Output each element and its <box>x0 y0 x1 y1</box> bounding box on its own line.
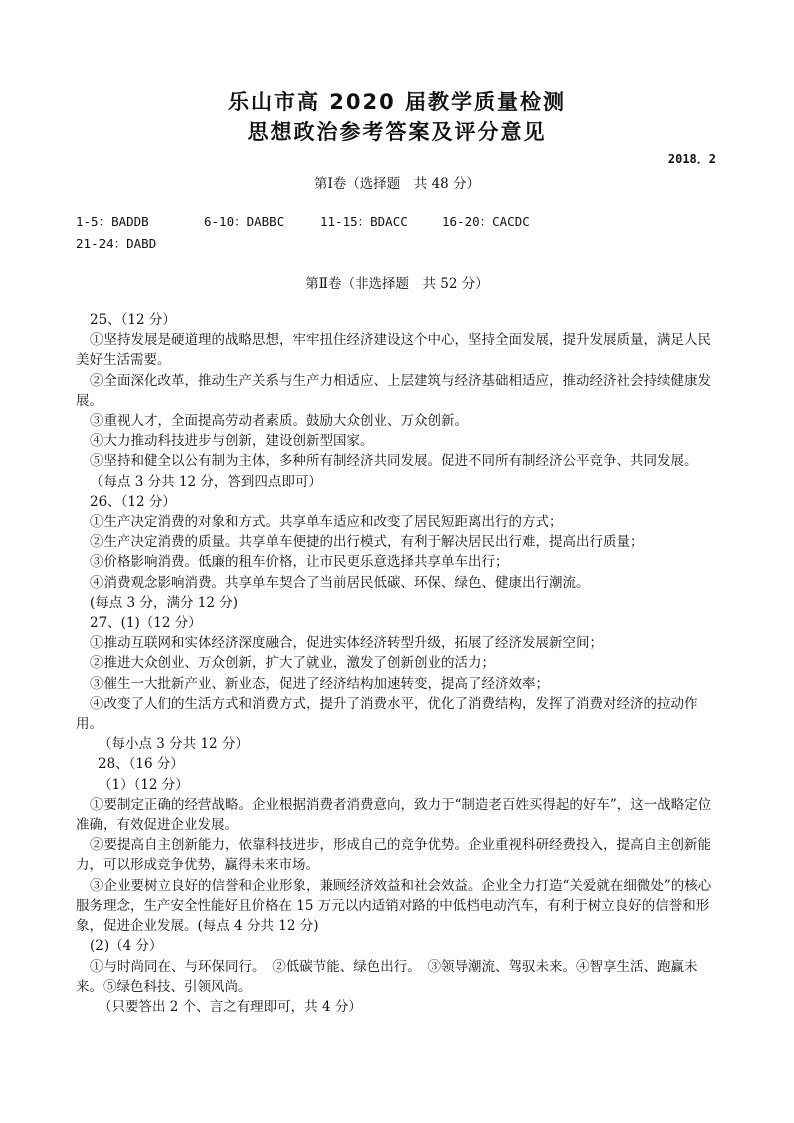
answer-group: 1-5：BADDB <box>76 214 149 229</box>
answer-paragraph: ④大力推动科技进步与创新，建设创新型国家。 <box>90 433 374 450</box>
answer-paragraph: （1）（12 分） <box>98 776 189 793</box>
answer-paragraph: (2)（4 分） <box>90 938 163 955</box>
answer-paragraph: ②要提高自主创新能力，依靠科技进步，形成自己的竞争优势。企业重视科研经费投入，提高自主创新能力，可以形成竞争优势，赢得未来市场。 <box>76 837 711 874</box>
answer-paragraph: 26、（12 分） <box>90 493 176 510</box>
part2-heading: 第Ⅱ卷（非选择题 共 52 分） <box>305 276 489 292</box>
answer-paragraph: ②全面深化改革，推动生产关系与生产力相适应、上层建筑与经济基础相适应，推动经济社会持续健康发展。 <box>76 372 711 409</box>
answer-paragraph: （只要答出 2 个、言之有理即可，共 4 分） <box>98 998 362 1015</box>
answer-paragraph: ②推进大众创业、万众创新，扩大了就业，激发了创新创业的活力； <box>90 655 495 672</box>
title-line-2: 思想政治参考答案及评分意见 <box>247 120 547 144</box>
answer-paragraph: （每点 3 分共 12 分，答到四点即可） <box>90 473 322 490</box>
answer-paragraph: ⑤坚持和健全以公有制为主体，多种所有制经济共同发展。促进不同所有制经济公平竞争、共同发展。 <box>90 453 698 470</box>
answer-paragraph: 28、（16 分） <box>98 756 184 773</box>
answer-group: 6-10：DABBC <box>204 214 285 229</box>
answer-paragraph: 27、(1)（12 分） <box>90 615 202 632</box>
answer-group: 16-20：CACDC <box>442 214 530 229</box>
answer-paragraph: (每点 3 分，满分 12 分) <box>90 594 238 611</box>
answer-paragraph: ①与时尚同在、与环保同行。 ②低碳节能、绿色出行。 ③领导潮流、驾驭未来。④智享生活、跑赢未来。⑤绿色科技、引领风尚。 <box>76 958 698 995</box>
answer-paragraph: ③催生一大批新产业、新业态，促进了经济结构加速转变，提高了经济效率； <box>90 675 549 692</box>
title-line-1: 乐山市高 2020 届教学质量检测 <box>227 90 567 114</box>
answer-paragraph: 25、（12 分） <box>90 312 176 328</box>
answer-group: 21-24：DABD <box>76 236 157 251</box>
answer-paragraph: ④消费观念影响消费。共享单车契合了当前居民低碳、环保、绿色、健康出行潮流。 <box>90 574 590 591</box>
choice-answers-row-2 <box>76 234 156 252</box>
part1-heading: 第Ⅰ卷（选择题 共 48 分） <box>313 176 481 192</box>
choice-answers-row-1 <box>76 212 530 230</box>
answer-paragraph: （每小点 3 分共 12 分） <box>98 736 249 753</box>
date-label: 2018．2 <box>667 152 716 166</box>
answer-paragraph: ①生产决定消费的对象和方式。共享单车适应和改变了居民短距离出行的方式； <box>90 514 563 531</box>
answer-paragraph: ③企业要树立良好的信誉和企业形象，兼顾经济效益和社会效益。企业全力打造“关爱就在细微处”的核心服务理念，生产安全性能好且价格在 15 万元以内适销对路的中低档电动汽车，有利于树立良好的信誉和形象，促进企业发展。(每点 4 分共 12 分) <box>76 877 712 935</box>
answer-body <box>76 310 720 1017</box>
answer-group: 11-15：BDACC <box>320 214 408 229</box>
answer-paragraph: ①要制定正确的经营战略。企业根据消费者消费意向，致力于“制造老百姓买得起的好车”，这一战略定位准确，有效促进企业发展。 <box>76 796 712 834</box>
answer-paragraph: ①推动互联网和实体经济深度融合，促进实体经济转型升级，拓展了经济发展新空间； <box>90 635 603 652</box>
answer-paragraph: ③重视人才，全面提高劳动者素质。鼓励大众创业、万众创新。 <box>90 413 468 430</box>
answer-paragraph: ①坚持发展是硬道理的战略思想，牢牢扭住经济建设这个中心，坚持全面发展，提升发展质量，满足人民美好生活需要。 <box>76 332 711 369</box>
answer-paragraph: ④改变了人们的生活方式和消费方式，提升了消费水平，优化了消费结构，发挥了消费对经济的拉动作用。 <box>76 695 698 733</box>
answer-paragraph: ③价格影响消费。低廉的租车价格，让市民更乐意选择共享单车出行； <box>90 554 509 571</box>
answer-paragraph: ②生产决定消费的质量。共享单车便捷的出行模式，有利于解决居民出行难，提高出行质量； <box>90 534 644 551</box>
